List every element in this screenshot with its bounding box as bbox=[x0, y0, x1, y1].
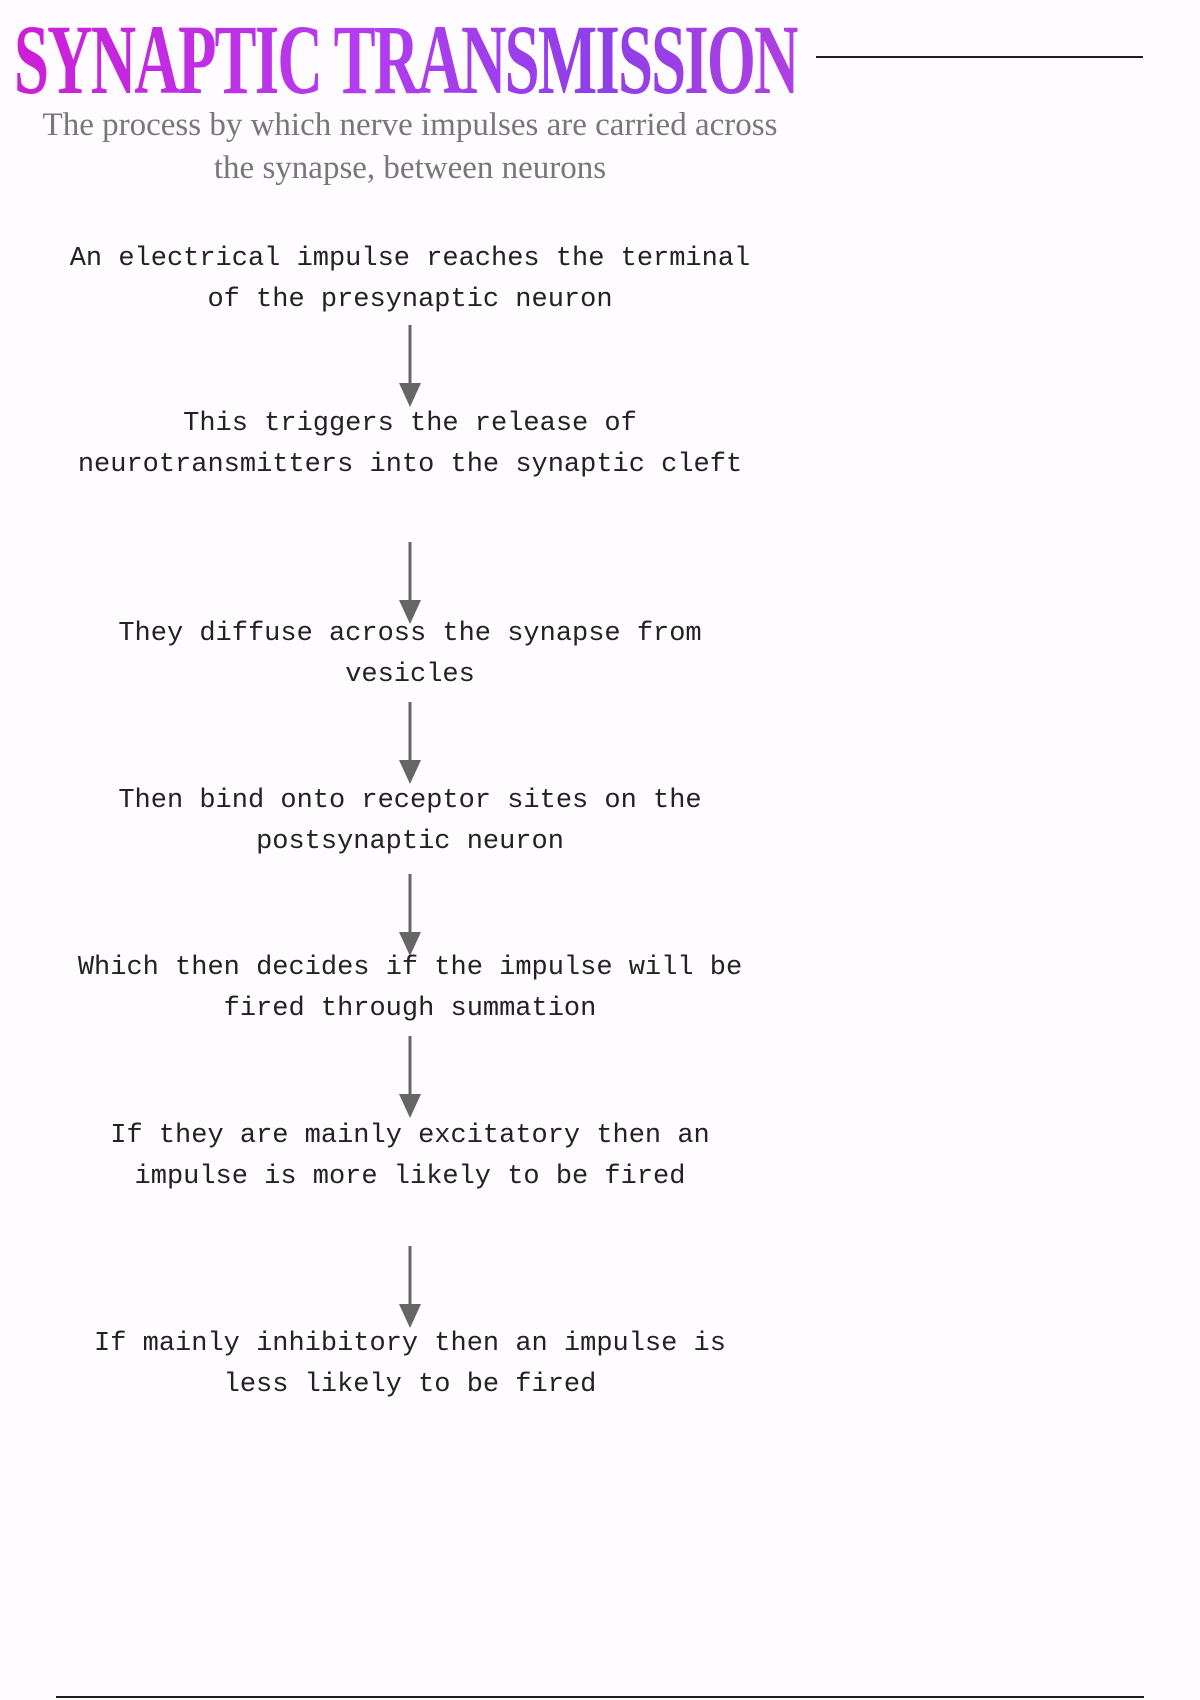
down-arrow-icon bbox=[399, 702, 421, 784]
flow-step-3: They diffuse across the synapse from vesicles bbox=[118, 619, 702, 690]
title-divider-line bbox=[816, 56, 1143, 58]
flow-step-7: If mainly inhibitory then an impulse is less likely to be fired bbox=[94, 1329, 726, 1400]
flow-step-1: An electrical impulse reaches the terminal of the presynaptic neuron bbox=[69, 244, 751, 315]
flow-step-2: This triggers the release of neurotransmitters into the synaptic cleft bbox=[77, 409, 743, 480]
down-arrow-icon bbox=[399, 874, 421, 956]
down-arrow-icon bbox=[399, 1246, 421, 1328]
page-subtitle: The process by which nerve impulses are carried across the synapse, between neurons bbox=[42, 107, 778, 186]
down-arrow-icon bbox=[399, 1036, 421, 1118]
flow-step-4: Then bind onto receptor sites on the postsynaptic neuron bbox=[118, 786, 702, 857]
flow-step-5: Which then decides if the impulse will be fired through summation bbox=[77, 953, 743, 1024]
page-title: SYNAPTIC TRANSMISSION bbox=[14, 4, 798, 115]
flow-step-6: If they are mainly excitatory then an impulse is more likely to be fired bbox=[110, 1121, 710, 1192]
bottom-divider-line bbox=[56, 1696, 1144, 1698]
down-arrow-icon bbox=[399, 325, 421, 407]
flow-diagram bbox=[60, 0, 760, 1700]
down-arrow-icon bbox=[399, 542, 421, 624]
